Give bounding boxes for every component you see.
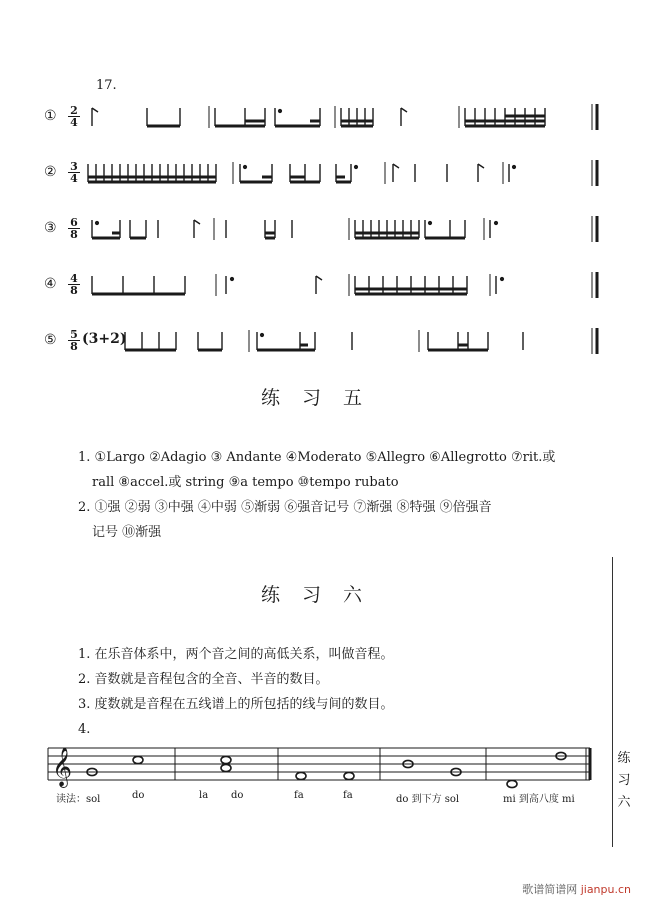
time-sig-numerator: 3 [68, 161, 80, 173]
note-fa [296, 772, 306, 779]
note-la [221, 764, 231, 771]
time-sig-numerator: 2 [68, 105, 80, 117]
answer-2-line-1: 2. ①强 ②弱 ③中强 ④中弱 ⑤渐弱 ⑥强音记号 ⑦渐强 ⑧特强 ⑨倍强音 [78, 500, 492, 515]
reading-label: fa [343, 790, 353, 801]
time-sig-denominator: 8 [70, 284, 78, 297]
note-fa [344, 772, 354, 779]
rhythm-row-5 [125, 328, 597, 354]
rhythm-row-3 [92, 216, 597, 242]
reading-label: mi 到高八度 mi [503, 794, 575, 805]
sidebar-char: 练 [617, 751, 631, 766]
exercise-5-answers [78, 445, 608, 545]
exercise-6-answers [78, 642, 598, 742]
meter-grouping: (3+2) [82, 331, 127, 347]
time-sig-numerator: 4 [68, 273, 80, 285]
time-sig-denominator: 8 [70, 228, 78, 241]
watermark-main: 歌谱简谱网 [522, 883, 578, 896]
rhythm-notation [0, 0, 645, 370]
watermark [522, 881, 631, 897]
note-mi [507, 780, 517, 787]
answer-1-line-2: rall ⑧accel.或 string ⑨a tempo ⑩tempo rubato [92, 475, 399, 490]
time-sig-numerator: 5 [68, 329, 80, 341]
treble-clef-icon: 𝄞 [52, 747, 73, 787]
sidebar-tab [615, 748, 633, 814]
answer-4: 4. [78, 722, 91, 737]
answer-3: 3. 度数就是音程在五线谱上的所包括的线与间的数目。 [78, 697, 394, 712]
note-do [133, 756, 143, 763]
reading-label: la [199, 790, 209, 801]
exercise-number: 17. [96, 78, 117, 93]
sidebar-char: 六 [617, 795, 631, 810]
answer-1: 1. 在乐音体系中，两个音之间的高低关系，叫做音程。 [78, 647, 394, 662]
time-sig-denominator: 8 [70, 340, 78, 353]
rhythm-row-1 [92, 104, 597, 130]
row-label-2: ② [44, 164, 57, 180]
interval-staff [0, 740, 645, 790]
row-label-4: ④ [44, 276, 57, 292]
watermark-alt: jianpu.cn [580, 883, 631, 896]
note-do [221, 756, 231, 763]
rhythm-row-4 [92, 272, 597, 298]
row-label-5: ⑤ [44, 332, 57, 348]
rhythm-row-2 [88, 160, 597, 186]
reading-label: fa [294, 790, 304, 801]
sidebar-divider [612, 557, 613, 847]
time-sig-denominator: 4 [70, 172, 78, 185]
reading-label: do [132, 790, 145, 801]
row-label-3: ③ [44, 220, 57, 236]
time-sig-numerator: 6 [68, 217, 80, 229]
answer-2-line-2: 记号 ⑩渐强 [92, 525, 162, 540]
time-sig-denominator: 4 [70, 116, 78, 129]
row-label-1: ① [44, 108, 57, 124]
answer-1-line-1: 1. ①Largo ②Adagio ③ Andante ④Moderato ⑤Allegro ⑥Allegrotto ⑦rit.或 [78, 450, 556, 465]
exercise-6-title: 练习六 [260, 584, 384, 606]
answer-2: 2. 音数就是音程包含的全音、半音的数目。 [78, 672, 329, 687]
reading-label: 读法：sol [56, 794, 101, 805]
exercise-5-title: 练习五 [260, 387, 384, 409]
reading-label: do [231, 790, 244, 801]
sidebar-char: 习 [617, 773, 631, 788]
reading-label: do 到下方 sol [396, 794, 460, 805]
